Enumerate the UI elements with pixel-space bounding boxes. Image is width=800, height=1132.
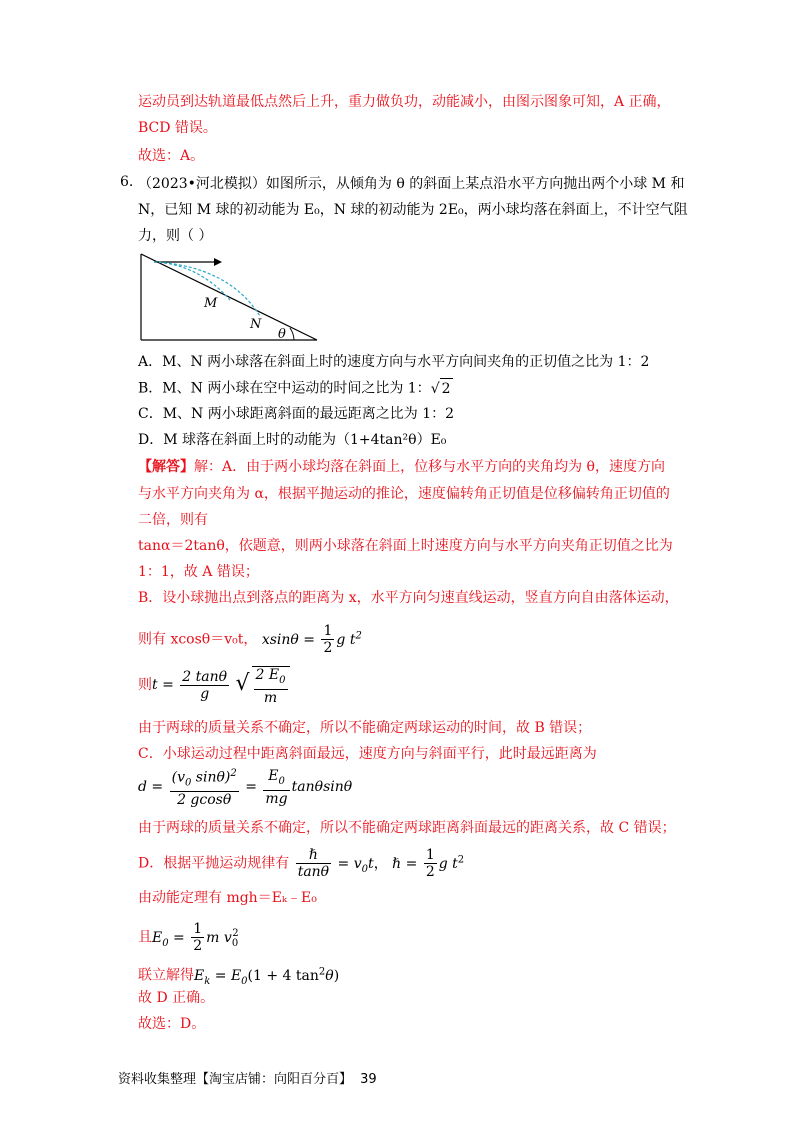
- solution-line9: 由于两球的质量关系不确定，所以不能确定两球运动的时间，故 B 错误；: [138, 720, 592, 736]
- trajectory-m: [154, 262, 230, 300]
- formula-h: $\frac{\text{ℏ}}{\tan\theta}$ = $v_0t$， ℏ = $\frac{1}{2}$ g $t^2$: [297, 847, 465, 881]
- option-d: D．M 球落在斜面上时的动能为（1+4tan²θ）E₀: [138, 432, 447, 448]
- solution-text-12: D．根据平抛运动规律有: [138, 855, 290, 872]
- solution-tag: 【解答】: [138, 459, 194, 475]
- solution-line12: [138, 842, 464, 887]
- option-b-radicand: 2: [440, 378, 453, 399]
- option-c: C．M、N 两小球距离斜面的最远距离之比为 1：2: [138, 406, 455, 422]
- solution-line1: [138, 457, 665, 477]
- option-a: A．M、N 两小球落在斜面上时的速度方向与水平方向间夹角的正切值之比为 1：2: [138, 354, 650, 370]
- question-line1: （2023•河北模拟）如图所示，从倾角为 θ 的斜面上某点沿水平方向抛出两个小球 M 和: [138, 176, 685, 192]
- formula-e0: $E_0$ = $\frac{1}{2}$ m $v_0^2$: [152, 921, 239, 955]
- solution-line10: C．小球运动过程中距离斜面最远，速度方向与斜面平行，此时最远距离为: [138, 746, 597, 762]
- solution-line2: 与水平方向夹角为 α，根据平抛运动的推论，速度偏转角正切值是位移偏转角正切值的: [138, 486, 670, 502]
- label-theta: θ: [278, 327, 286, 342]
- solution-text-8: 则: [138, 677, 152, 693]
- solution-line4: tanα＝2tanθ，依题意，则两小球落在斜面上时速度方向与水平方向夹角正切值之比为: [138, 538, 673, 554]
- prev-answer: 故选：A。: [138, 148, 205, 164]
- solution-line13: 由动能定理有 mgh＝Eₖ﹣E₀: [138, 890, 317, 906]
- page-number: 39: [360, 1072, 377, 1087]
- solution-line5: 1：1，故 A 错误；: [138, 564, 259, 580]
- solution-line11: 由于两球的质量关系不确定，所以不能确定两球距离斜面最远的距离关系，故 C 错误；: [138, 820, 676, 836]
- solution-line14: [138, 916, 239, 961]
- angle-arc: [290, 328, 294, 340]
- option-b-text: B．M、N 两小球在空中运动的时间之比为 1：: [138, 380, 431, 397]
- label-n: N: [250, 317, 262, 332]
- footer: [118, 1068, 377, 1087]
- solution-line17: 故选：D。: [138, 1016, 206, 1032]
- solution-line3: 二倍，则有: [138, 512, 208, 528]
- solution-text-14: 且: [138, 929, 152, 946]
- question-line2: N，已知 M 球的初动能为 E₀，N 球的初动能为 2E₀，两小球均落在斜面上，不计空气阻: [138, 202, 688, 218]
- formula-t: t = $\frac{2 \tan\theta}{g}$ √ $\frac{2 E_0}{m}$: [152, 677, 292, 693]
- incline-slope: [141, 254, 317, 340]
- formula-xsin: xsinθ = $\frac{1}{2}$ g $t^2$: [261, 623, 362, 657]
- solution-text-1: 解：A．由于两小球均落在斜面上，位移与水平方向的夹角均为 θ，速度方向: [194, 459, 665, 475]
- solution-text-7: 则有 xcosθ＝v₀t，: [138, 631, 258, 648]
- question-number: 6.: [120, 174, 134, 190]
- formula-ek: $E_k = E_0(1 + 4$ $\tan^2\theta$): [194, 966, 340, 987]
- solution-text-15: 联立解得: [138, 967, 194, 984]
- incline-figure: [138, 252, 320, 344]
- solution-line6: B．设小球抛出点到落点的距离为 x，水平方向匀速直线运动，竖直方向自由落体运动，: [138, 590, 679, 606]
- option-b: [138, 378, 453, 399]
- solution-line7: [138, 618, 362, 658]
- formula-d: d = $\frac{(v_0 \sin\theta)^2}{2 gcos\theta}$ = $\frac{E_0}{mg}$ tanθsinθ: [138, 767, 353, 809]
- prev-solution-line2: BCD 错误。: [138, 120, 217, 136]
- arrow-head: [214, 258, 222, 266]
- solution-line16: 故 D 正确。: [138, 990, 215, 1006]
- prev-solution-line1: 运动员到达轨道最低点然后上升，重力做负功，动能减小，由图示图象可知，A 正确，: [138, 94, 671, 110]
- question-line3: 力，则（ ）: [138, 228, 213, 244]
- solution-line8: [138, 664, 292, 706]
- sqrt-symbol: √ 2: [431, 378, 453, 399]
- label-m: M: [204, 296, 218, 311]
- footer-text: 资料收集整理【淘宝店铺：向阳百分百】: [118, 1072, 353, 1087]
